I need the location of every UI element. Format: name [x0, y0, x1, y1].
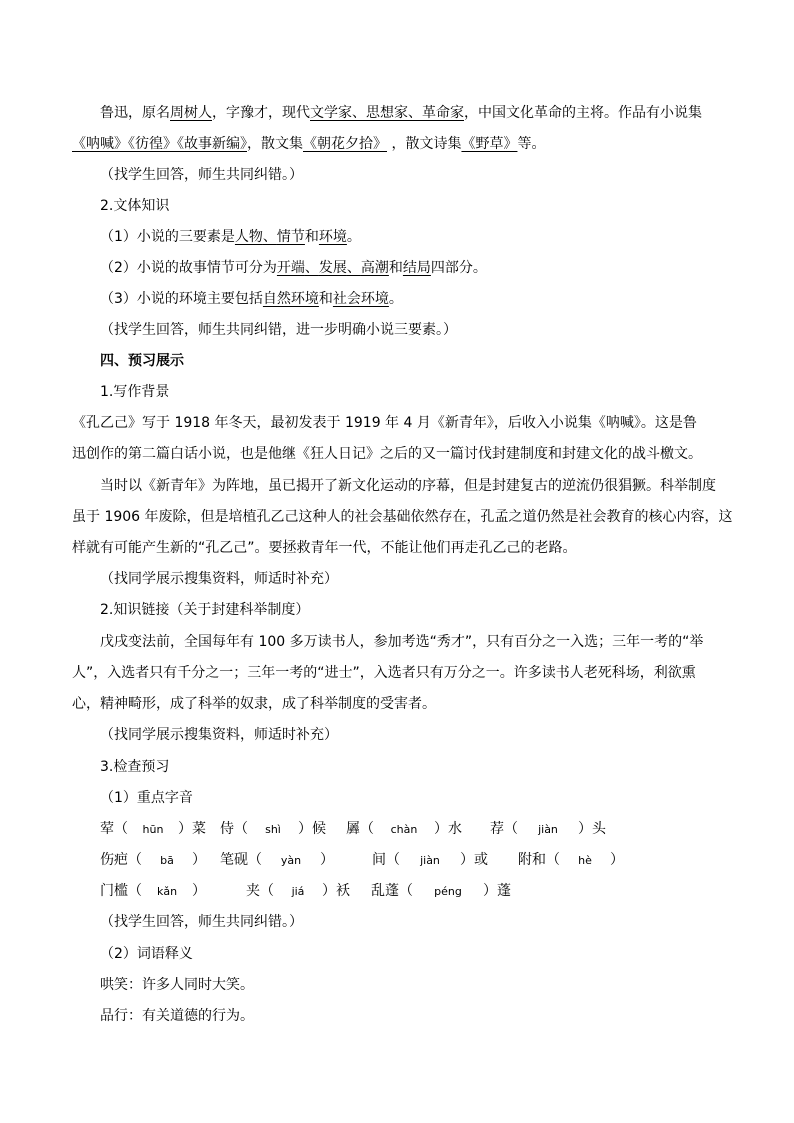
underlined-term: 结局: [402, 260, 431, 276]
section-heading: 2.文体知识: [100, 198, 170, 214]
intro-line-1: [100, 103, 702, 123]
section-heading: 四、预习展示: [100, 353, 184, 369]
text: 等。: [517, 136, 546, 152]
subsection-heading: 3.检查预习: [100, 759, 170, 775]
text: ，散文诗集: [387, 136, 462, 152]
text: ，中国文化革命的主将。作品有小说集: [464, 105, 702, 121]
teacher-note: （找同学展示搜集资料，师适时补充）: [100, 727, 338, 743]
underlined-term: 人物: [234, 229, 263, 245]
underlined-sep: 、: [408, 105, 422, 121]
teacher-note: （找学生回答，师生共同纠错。）: [100, 167, 303, 183]
underlined-term: 环境: [318, 229, 347, 245]
paragraph-line: 样就有可能产生新的“孔乙己”。要拯救青年一代，不能让他们再走孔乙己的老路。: [72, 540, 577, 556]
underlined-term: 周树人: [170, 105, 212, 121]
list-item: [100, 258, 487, 278]
text: 和: [318, 291, 333, 307]
list-item: [100, 289, 403, 309]
text: 和: [388, 260, 403, 276]
underlined-term: 情节: [276, 229, 305, 245]
pron-item: 伤疤（ bā ）: [100, 852, 206, 868]
pron-row: [100, 881, 700, 901]
text: 。: [346, 229, 361, 245]
paragraph-line: 人”，入选者只有千分之一；三年一考的“进士”，入选者只有万分之一。许多读书人老死科场，利欲熏: [72, 665, 696, 681]
text: （3）小说的环境主要包括: [100, 291, 263, 307]
underlined-works: 《朝花夕拾》: [303, 136, 387, 152]
pron-row: [100, 819, 700, 839]
underlined-sep: 、: [262, 229, 277, 245]
text: 和: [304, 229, 319, 245]
vocab-item: [100, 1006, 254, 1026]
teacher-note: （找学生回答，师生共同纠错，进一步明确小说三要素。）: [100, 322, 457, 338]
text: （2）小说的故事情节可分为: [100, 260, 277, 276]
list-item: [100, 227, 361, 247]
subsection-heading: （2）词语释义: [100, 946, 193, 962]
paragraph-line: 虽于 1906 年废除，但是培植孔乙己这种人的社会基础依然存在，孔孟之道仍然是社会教育的核心内容，这: [72, 509, 733, 525]
pron-item: 间（ jiàn ）或: [372, 852, 488, 868]
text: ，字豫才，现代: [212, 105, 310, 121]
pron-item: 侍（ shì ）候: [220, 821, 326, 837]
underlined-works: 《野草》: [461, 136, 518, 152]
pron-item: 荐（ jiàn ）头: [490, 821, 606, 837]
pron-item: 笔砚（ yàn ）: [220, 852, 334, 868]
text: ，散文集: [247, 136, 303, 152]
underlined-term: 思想家: [366, 105, 408, 121]
pron-item: 附和（ hè ）: [518, 852, 624, 868]
paragraph-line: 戊戌变法前，全国每年有 100 多万读书人，参加考选“秀才”，只有百分之一入选；三年一考的“举: [100, 634, 704, 650]
paragraph-line: 心，精神畸形，成了科举的奴隶，成了科举制度的受害者。: [72, 696, 436, 712]
pron-item: 乱蓬（ péng ）蓬: [371, 883, 511, 899]
underlined-term: 发展: [318, 260, 347, 276]
intro-line-2: [72, 134, 545, 154]
pron-item: 夹（ jiá ）袄: [246, 883, 350, 899]
teacher-note: （找同学展示搜集资料，师适时补充）: [100, 571, 338, 587]
paragraph-line: 迅创作的第二篇白话小说，也是他继《狂人日记》之后的又一篇讨伐封建制度和封建文化的战斗檄文。: [72, 446, 702, 462]
subsection-heading: 1.写作背景: [100, 384, 170, 400]
underlined-works: 《呐喊》《彷徨》《故事新编》: [72, 136, 247, 152]
vocab-item: [100, 975, 254, 995]
vocab-def: ：有关道德的行为。: [128, 1008, 254, 1024]
paragraph-line: 当时以《新青年》为阵地，虽已揭开了新文化运动的序幕，但是封建复古的逆流仍很猖獗。科举制度: [100, 478, 716, 494]
pron-item: 荤（ hūn ）菜: [100, 821, 206, 837]
underlined-term: 文学家: [310, 105, 352, 121]
text: （1）小说的三要素是: [100, 229, 235, 245]
pron-item: 门槛（ kǎn ）: [100, 883, 206, 899]
underlined-term: 革命家: [422, 105, 464, 121]
text: 。: [388, 291, 403, 307]
underlined-term: 自然环境: [262, 291, 319, 307]
teacher-note: （找学生回答，师生共同纠错。）: [100, 914, 303, 930]
underlined-term: 高潮: [360, 260, 389, 276]
underlined-term: 社会环境: [332, 291, 389, 307]
underlined-sep: 、: [352, 105, 366, 121]
pron-item: 羼（ chàn ）水: [346, 821, 462, 837]
underlined-sep: 、: [346, 260, 361, 276]
paragraph-line: 《孔乙己》写于 1918 年冬天，最初发表于 1919 年 4 月《新青年》，后收入小说集《呐喊》。这是鲁: [72, 415, 697, 431]
vocab-def: ：许多人同时大笑。: [128, 977, 254, 993]
text: 鲁迅，原名: [100, 105, 170, 121]
vocab-word: 哄笑: [100, 977, 128, 993]
subsection-heading: （1）重点字音: [100, 790, 193, 806]
pron-row: [100, 850, 700, 870]
text: 四部分。: [430, 260, 487, 276]
subsection-heading: 2.知识链接（关于封建科举制度）: [100, 602, 310, 618]
vocab-word: 品行: [100, 1008, 128, 1024]
underlined-term: 开端: [276, 260, 305, 276]
underlined-sep: 、: [304, 260, 319, 276]
